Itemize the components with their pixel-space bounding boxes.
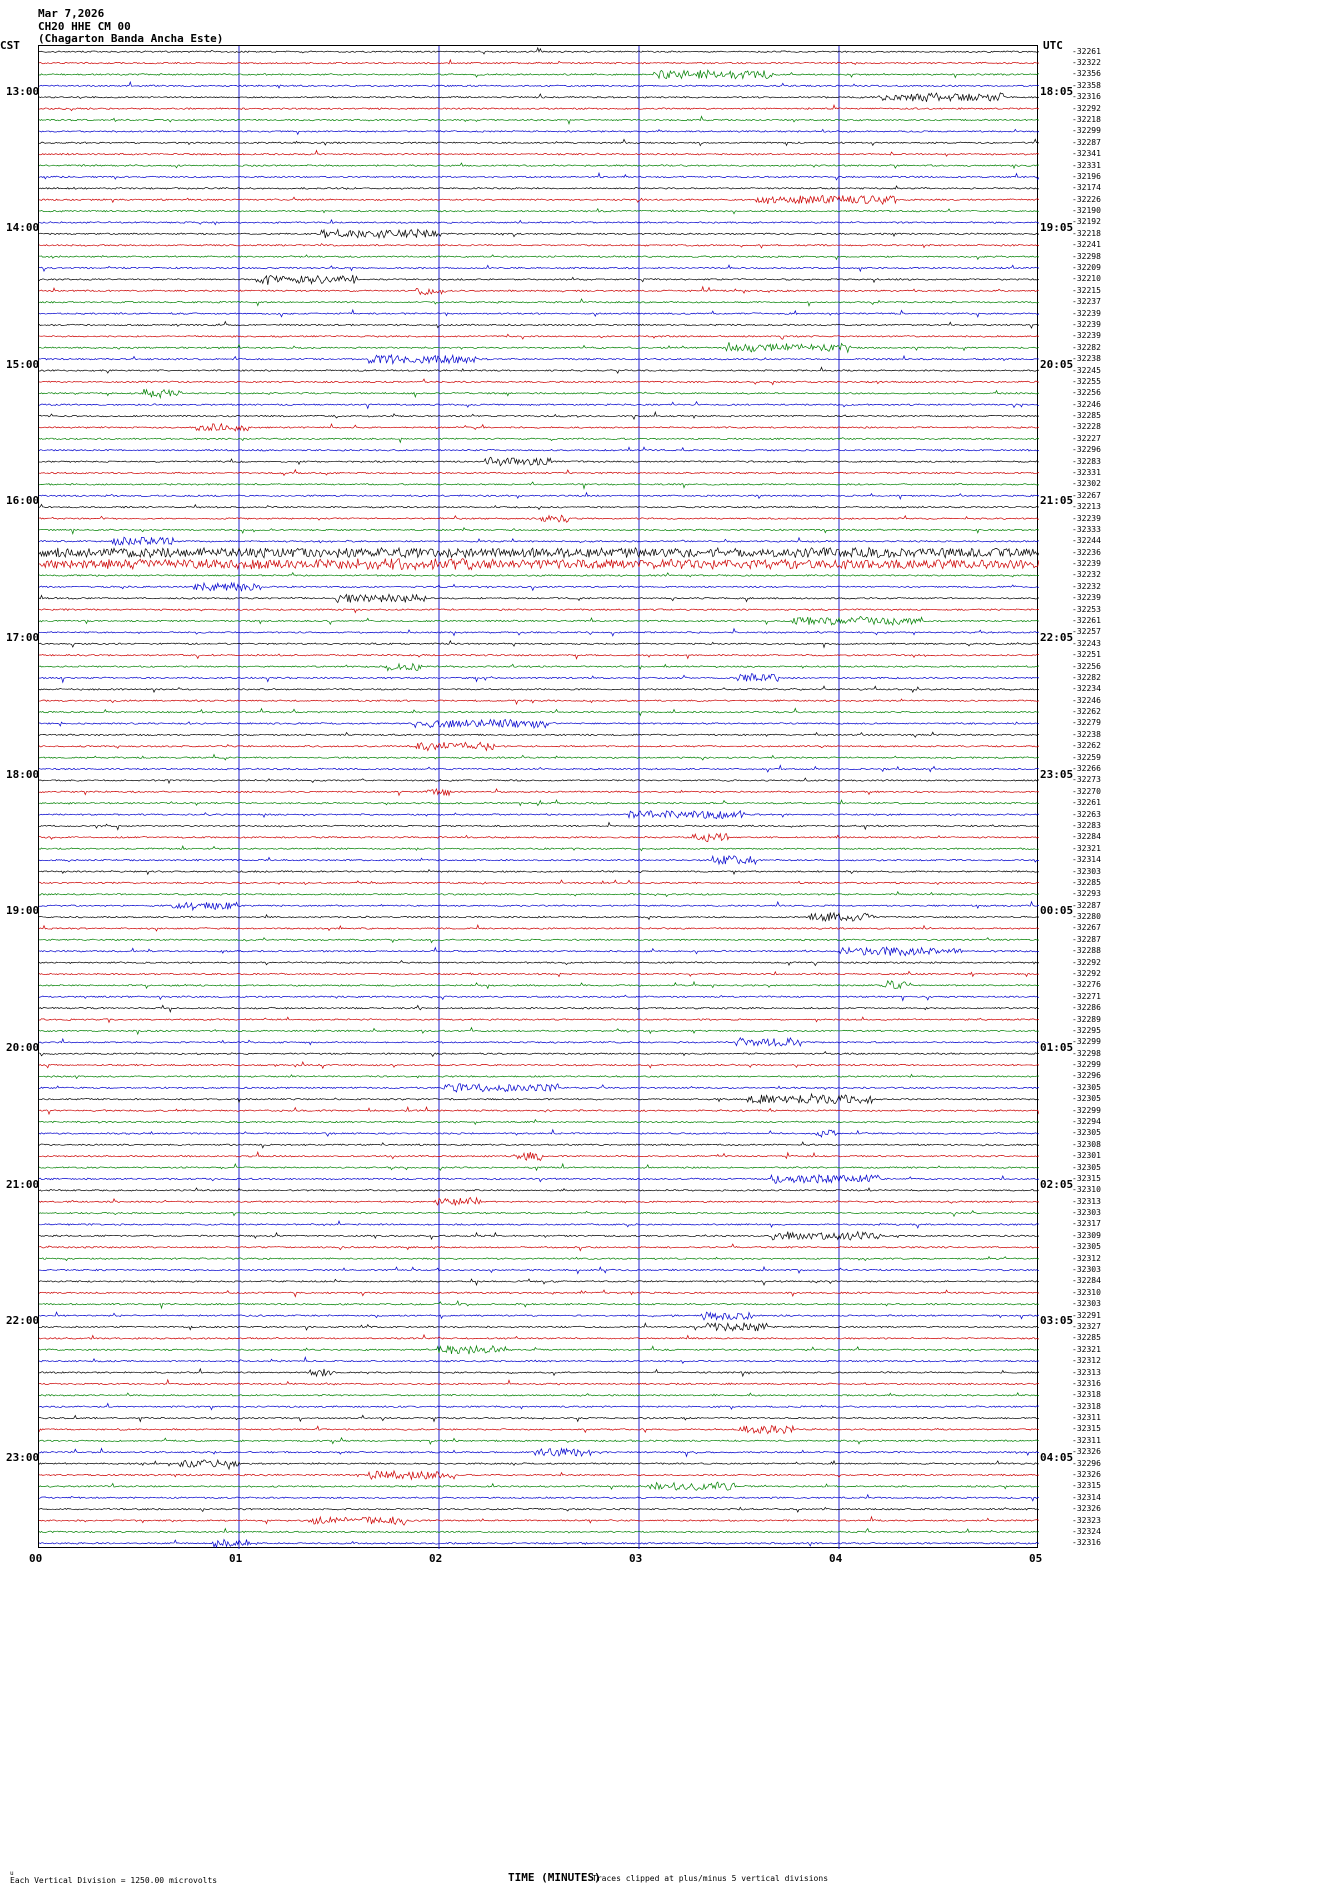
trace-scale-value: -32321 — [1072, 1344, 1101, 1354]
micro-symbol: u — [10, 1870, 14, 1877]
trace-scale-value: -32262 — [1072, 741, 1101, 751]
trace-scale-value: -32305 — [1072, 1242, 1101, 1252]
trace-scale-value: -32324 — [1072, 1526, 1101, 1536]
header-station: (Chagarton Banda Ancha Este) — [38, 32, 224, 45]
trace-scale-value: -32312 — [1072, 1356, 1101, 1366]
trace-scale-value: -32236 — [1072, 547, 1101, 557]
left-tick-20:00: 20:00 — [6, 1041, 40, 1054]
x-tick-05: 05 — [1029, 1552, 1043, 1565]
trace-scale-value: -32288 — [1072, 946, 1101, 956]
trace-scale-value: -32283 — [1072, 820, 1101, 830]
trace-scale-value: -32246 — [1072, 399, 1101, 409]
header-channel: CH20 HHE CM 00 — [38, 19, 131, 33]
trace-scale-value: -32309 — [1072, 1230, 1101, 1240]
scale-note: Each Vertical Division = 1250.00 microvolts — [10, 1876, 218, 1885]
trace-scale-value: -32292 — [1072, 968, 1101, 978]
trace-scale-value: -32210 — [1072, 274, 1101, 284]
trace-scale-value: -32196 — [1072, 171, 1101, 181]
trace-scale-value: -32243 — [1072, 638, 1101, 648]
right-tick-01:05: 01:05 — [1040, 1041, 1074, 1054]
trace-scale-value: -32311 — [1072, 1413, 1101, 1423]
trace-scale-value: -32239 — [1072, 319, 1101, 329]
trace-scale-value: -32289 — [1072, 1014, 1101, 1024]
trace-scale-value: -32311 — [1072, 1435, 1101, 1445]
left-tick-14:00: 14:00 — [6, 221, 40, 235]
trace-scale-value: -32245 — [1072, 365, 1101, 375]
trace-scale-value: -32285 — [1072, 411, 1101, 421]
trace-scale-value: -32331 — [1072, 467, 1101, 477]
trace-scale-value: -32356 — [1072, 69, 1101, 79]
seismogram-plot — [38, 45, 1038, 1548]
trace-scale-value: -32239 — [1072, 513, 1101, 523]
trace-scale-value: -32266 — [1072, 764, 1101, 774]
trace-scale-value: -32303 — [1072, 1208, 1101, 1218]
trace-scale-value: -32296 — [1072, 445, 1101, 455]
trace-scale-value: -32174 — [1072, 183, 1101, 193]
plot-header — [38, 8, 223, 46]
trace-scale-value: -32333 — [1072, 524, 1101, 534]
trace-scale-value: -32218 — [1072, 115, 1101, 124]
trace-scale-value: -32287 — [1072, 137, 1101, 147]
trace-scale-value: -32239 — [1072, 593, 1101, 603]
trace-scale-value: -32291 — [1072, 1310, 1101, 1320]
right-tick-21:05: 21:05 — [1040, 494, 1074, 508]
trace-scale-value: -32285 — [1072, 1333, 1101, 1343]
trace-scale-value: -32314 — [1072, 855, 1101, 865]
trace-scale-value: -32318 — [1072, 1390, 1101, 1400]
trace-scale-value: -32316 — [1072, 92, 1101, 102]
right-tick-22:05: 22:05 — [1040, 631, 1074, 645]
trace-scale-value: -32253 — [1072, 604, 1101, 614]
trace-scale-value: -32284 — [1072, 832, 1101, 842]
trace-scale-value: -32326 — [1072, 1447, 1101, 1457]
trace-scale-value: -32256 — [1072, 661, 1101, 671]
left-tick-21:00: 21:00 — [6, 1177, 40, 1191]
trace-scale-value: -32280 — [1072, 912, 1101, 922]
trace-scale-value: -32239 — [1072, 331, 1101, 341]
trace-scale-value: -32227 — [1072, 433, 1101, 443]
trace-scale-value: -32259 — [1072, 752, 1101, 762]
trace-scale-value: -32238 — [1072, 729, 1101, 739]
right-tick-02:05: 02:05 — [1040, 1177, 1074, 1191]
left-tick-17:00: 17:00 — [6, 631, 40, 645]
trace-scale-value: -32286 — [1072, 1003, 1101, 1013]
trace-scale-value: -32323 — [1072, 1515, 1101, 1525]
trace-scale-value: -32294 — [1072, 1117, 1101, 1126]
trace-scale-value: -32239 — [1072, 308, 1101, 318]
trace-scale-value: -32308 — [1072, 1139, 1101, 1149]
trace-scale-value: -32292 — [1072, 957, 1101, 967]
trace-scale-value: -32316 — [1072, 1378, 1101, 1388]
left-tick-19:00: 19:00 — [6, 904, 40, 918]
trace-scale-value: -32209 — [1072, 263, 1101, 273]
left-tick-16:00: 16:00 — [6, 494, 40, 508]
trace-scale-value: -32261 — [1072, 616, 1101, 625]
trace-scale-value: -32215 — [1072, 285, 1101, 295]
left-tick-13:00: 13:00 — [6, 84, 40, 98]
trace-scale-value: -32341 — [1072, 149, 1101, 159]
trace-scale-value: -32322 — [1072, 58, 1101, 68]
trace-scale-value: -32190 — [1072, 206, 1101, 216]
trace-scale-value: -32273 — [1072, 775, 1101, 785]
trace-scale-value: -32276 — [1072, 980, 1101, 990]
trace-scale-value: -32228 — [1072, 422, 1101, 432]
trace-scale-value: -32305 — [1072, 1082, 1101, 1092]
trace-scale-value: -32313 — [1072, 1196, 1101, 1206]
trace-scale-value: -32331 — [1072, 160, 1101, 170]
right-tick-03:05: 03:05 — [1040, 1314, 1074, 1328]
trace-scale-value: -32310 — [1072, 1287, 1101, 1297]
header-date: Mar 7,2026 — [38, 7, 105, 20]
trace-scale-value: -32305 — [1072, 1094, 1101, 1104]
trace-scale-value: -32251 — [1072, 650, 1101, 660]
trace-scale-value: -32326 — [1072, 1504, 1101, 1514]
trace-scale-value: -32192 — [1072, 217, 1101, 227]
right-axis-label: UTC — [1043, 39, 1063, 52]
x-tick-03: 03 — [629, 1552, 643, 1565]
trace-scale-value: -32271 — [1072, 991, 1101, 1001]
trace-scale-value: -32244 — [1072, 536, 1101, 546]
trace-scale-value: -32315 — [1072, 1424, 1101, 1434]
clip-note: Traces clipped at plus/minus 5 vertical divisions — [592, 1874, 829, 1883]
trace-scale-value: -32256 — [1072, 388, 1101, 398]
left-tick-23:00: 23:00 — [6, 1450, 40, 1464]
trace-scale-value: -32267 — [1072, 923, 1101, 933]
trace-scale-value: -32303 — [1072, 1265, 1101, 1275]
left-axis-label: CST — [0, 39, 20, 52]
left-tick-18:00: 18:00 — [6, 767, 40, 781]
trace-scale-value: -32261 — [1072, 798, 1101, 808]
left-tick-15:00: 15:00 — [6, 357, 40, 371]
trace-scale-value: -32313 — [1072, 1367, 1101, 1377]
trace-scale-value: -32267 — [1072, 490, 1101, 500]
trace-scale-value: -32312 — [1072, 1253, 1101, 1263]
trace-scale-value: -32296 — [1072, 1458, 1101, 1468]
trace-scale-value: -32241 — [1072, 240, 1101, 250]
trace-scale-value: -32232 — [1072, 570, 1101, 580]
trace-scale-value: -32257 — [1072, 627, 1101, 637]
trace-scale-value: -32303 — [1072, 1299, 1101, 1309]
trace-scale-value: -32295 — [1072, 1025, 1101, 1035]
trace-scale-value: -32317 — [1072, 1219, 1101, 1229]
left-tick-22:00: 22:00 — [6, 1314, 40, 1328]
right-tick-00:05: 00:05 — [1040, 904, 1074, 918]
right-tick-18:05: 18:05 — [1040, 84, 1074, 98]
trace-scale-value: -32213 — [1072, 502, 1101, 512]
trace-scale-value: -32315 — [1072, 1481, 1101, 1491]
trace-scale-value: -32234 — [1072, 684, 1101, 694]
trace-scale-value: -32246 — [1072, 695, 1101, 705]
trace-scale-value: -32239 — [1072, 559, 1101, 569]
trace-scale-value: -32305 — [1072, 1162, 1101, 1172]
x-tick-04: 04 — [829, 1552, 843, 1565]
trace-scale-value: -32298 — [1072, 251, 1101, 261]
trace-scale-value: -32299 — [1072, 1060, 1101, 1070]
trace-scale-value: -32261 — [1072, 46, 1101, 56]
trace-scale-value: -32283 — [1072, 456, 1101, 466]
trace-scale-value: -32299 — [1072, 1105, 1101, 1115]
trace-scale-value: -32358 — [1072, 80, 1101, 90]
trace-scale-value: -32255 — [1072, 376, 1101, 386]
x-axis-title: TIME (MINUTES) — [508, 1871, 601, 1884]
x-tick-01: 01 — [229, 1552, 243, 1565]
trace-scale-value: -32314 — [1072, 1492, 1101, 1502]
trace-scale-value: -32282 — [1072, 672, 1101, 682]
x-tick-02: 02 — [429, 1552, 443, 1565]
trace-scale-value: -32327 — [1072, 1321, 1101, 1331]
trace-scale-value: -32270 — [1072, 786, 1101, 796]
right-tick-23:05: 23:05 — [1040, 767, 1074, 781]
trace-scale-value: -32321 — [1072, 843, 1101, 853]
trace-scale-value: -32218 — [1072, 228, 1101, 238]
trace-scale-value: -32284 — [1072, 1276, 1101, 1286]
trace-scale-value: -32305 — [1072, 1128, 1101, 1138]
trace-scale-value: -32303 — [1072, 866, 1101, 876]
right-tick-04:05: 04:05 — [1040, 1450, 1074, 1464]
trace-scale-value: -32287 — [1072, 934, 1101, 944]
trace-scale-value: -32282 — [1072, 342, 1101, 352]
trace-scale-value: -32299 — [1072, 1037, 1101, 1047]
trace-scale-value: -32226 — [1072, 194, 1101, 204]
trace-scale-value: -32285 — [1072, 877, 1101, 887]
right-tick-19:05: 19:05 — [1040, 221, 1074, 235]
trace-scale-value: -32326 — [1072, 1469, 1101, 1479]
trace-scale-value: -32299 — [1072, 126, 1101, 136]
trace-scale-value: -32232 — [1072, 581, 1101, 591]
trace-scale-value: -32316 — [1072, 1538, 1101, 1548]
trace-scale-value: -32301 — [1072, 1151, 1101, 1161]
trace-scale-value: -32296 — [1072, 1071, 1101, 1081]
trace-scale-value: -32287 — [1072, 900, 1101, 910]
trace-scale-value: -32318 — [1072, 1401, 1101, 1411]
trace-scale-value: -32302 — [1072, 479, 1101, 489]
trace-scale-value: -32262 — [1072, 707, 1101, 717]
trace-scale-value: -32279 — [1072, 718, 1101, 728]
trace-scale-value: -32293 — [1072, 889, 1101, 899]
right-tick-20:05: 20:05 — [1040, 357, 1074, 371]
trace-scale-value: -32298 — [1072, 1048, 1101, 1058]
trace-scale-value: -32263 — [1072, 809, 1101, 819]
trace-scale-value: -32292 — [1072, 103, 1101, 113]
x-tick-00: 00 — [29, 1552, 43, 1565]
trace-scale-value: -32238 — [1072, 354, 1101, 364]
trace-scale-value: -32310 — [1072, 1185, 1101, 1195]
trace-scale-value: -32237 — [1072, 297, 1101, 307]
trace-scale-value: -32315 — [1072, 1173, 1101, 1183]
